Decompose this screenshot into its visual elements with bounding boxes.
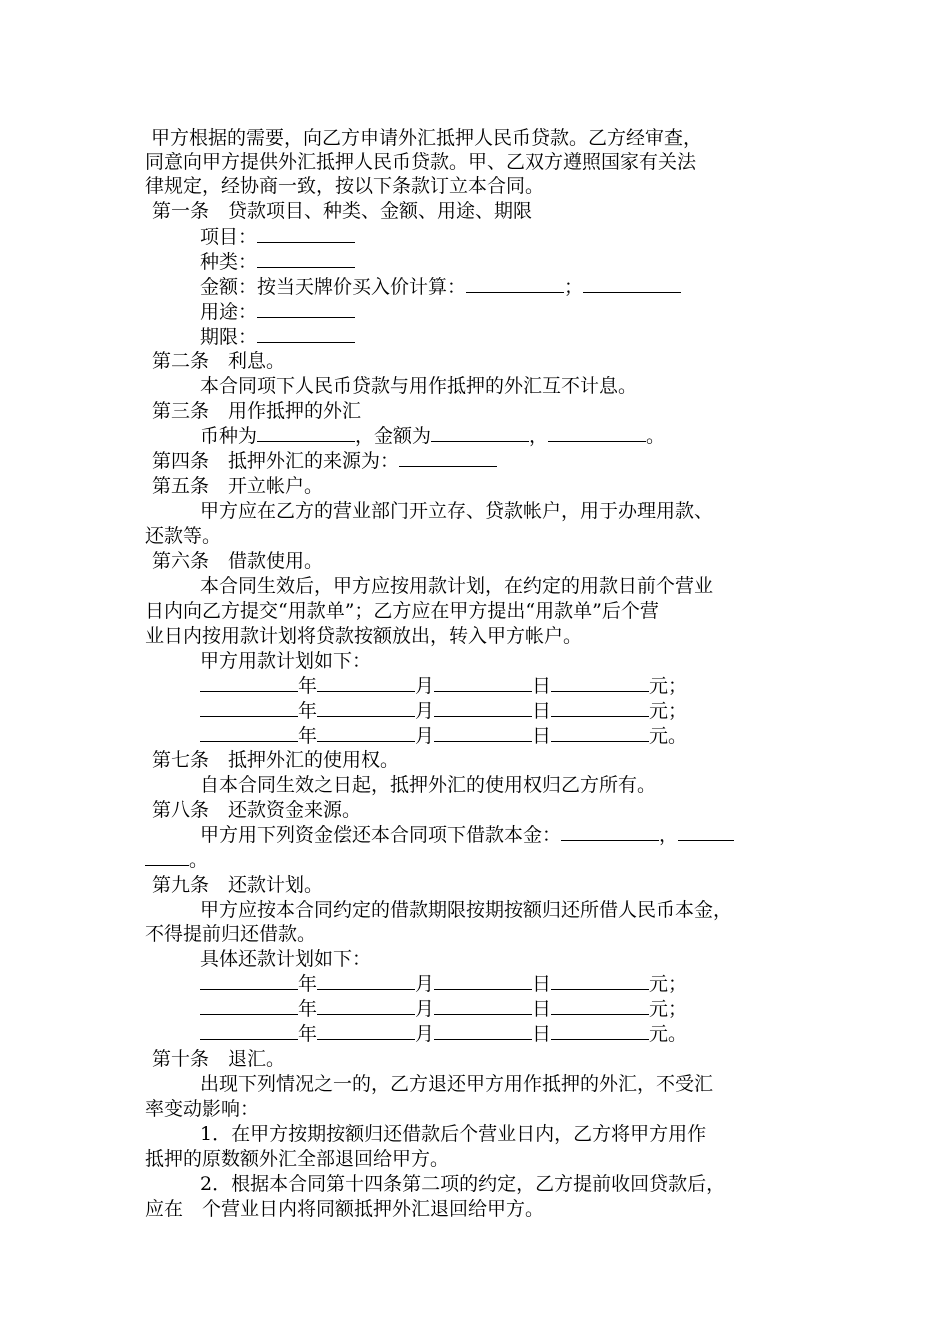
separator: 。: [189, 849, 209, 871]
blank-field[interactable]: [583, 275, 681, 293]
blank-field[interactable]: [257, 225, 355, 243]
article-1-term: [200, 325, 355, 349]
month-label: 月: [415, 973, 435, 995]
blank-field[interactable]: [200, 699, 298, 717]
article-7-body: 自本合同生效之日起，抵押外汇的使用权归乙方所有。: [200, 774, 657, 796]
article-10-item-2-line-2: 应在 个营业日内将同额抵押外汇退回给甲方。: [145, 1198, 545, 1220]
yuan-label: 元。: [649, 725, 688, 747]
label: 甲方用下列资金偿还本合同项下借款本金：: [200, 824, 562, 846]
blank-field[interactable]: [317, 1022, 415, 1040]
separator: ，: [529, 425, 549, 447]
blank-field[interactable]: [551, 972, 649, 990]
label: 用途：: [200, 301, 258, 323]
month-label: 月: [415, 998, 435, 1020]
article-1-project: [200, 225, 355, 249]
article-5-body-2: 还款等。: [145, 525, 222, 547]
year-label: 年: [298, 973, 318, 995]
blank-field[interactable]: [200, 674, 298, 692]
blank-field[interactable]: [200, 724, 298, 742]
article-10-item-1-line-2: 抵押的原数额外汇全部退回给甲方。: [145, 1148, 450, 1170]
blank-field[interactable]: [434, 997, 532, 1015]
preamble-line-1: 甲方根据的需要，向乙方申请外汇抵押人民币贷款。乙方经审查，: [145, 127, 703, 149]
label: ，金额为: [355, 425, 432, 447]
blank-field[interactable]: [145, 848, 189, 866]
blank-field[interactable]: [317, 724, 415, 742]
year-label: 年: [298, 998, 318, 1020]
label: 期限：: [200, 326, 258, 348]
yuan-label: 元；: [649, 998, 688, 1020]
separator: ；: [564, 276, 584, 298]
blank-field[interactable]: [434, 972, 532, 990]
schedule-row: [200, 674, 687, 698]
blank-field[interactable]: [317, 997, 415, 1015]
blank-field[interactable]: [399, 449, 497, 467]
blank-field[interactable]: [551, 674, 649, 692]
article-4-heading: [152, 449, 497, 473]
blank-field[interactable]: [434, 724, 532, 742]
month-label: 月: [415, 700, 435, 722]
blank-field[interactable]: [551, 724, 649, 742]
article-9-heading: 第九条 还款计划。: [152, 874, 324, 896]
blank-field[interactable]: [200, 1022, 298, 1040]
separator: ，: [659, 824, 679, 846]
article-6-body-2: 日内向乙方提交“用款单”；乙方应在甲方提出“用款单”后个营: [145, 600, 659, 622]
year-label: 年: [298, 725, 318, 747]
article-2-body: 本合同项下人民币贷款与用作抵押的外汇互不计息。: [200, 375, 638, 397]
article-5-heading: 第五条 开立帐户。: [152, 475, 324, 497]
article-3-heading: 第三条 用作抵押的外汇: [152, 400, 362, 422]
blank-field[interactable]: [551, 997, 649, 1015]
blank-field[interactable]: [551, 1022, 649, 1040]
schedule-row: [200, 724, 687, 748]
label: 第四条 抵押外汇的来源为：: [152, 450, 400, 472]
yuan-label: 元。: [649, 1023, 688, 1045]
month-label: 月: [415, 1023, 435, 1045]
blank-field[interactable]: [257, 424, 355, 442]
blank-field[interactable]: [317, 699, 415, 717]
article-6-body-1: 本合同生效后，甲方应按用款计划，在约定的用款日前个营业: [200, 575, 714, 597]
day-label: 日: [532, 725, 552, 747]
article-7-heading: 第七条 抵押外汇的使用权。: [152, 749, 400, 771]
day-label: 日: [532, 1023, 552, 1045]
label: 项目：: [200, 226, 258, 248]
article-2-heading: 第二条 利息。: [152, 350, 286, 372]
blank-field[interactable]: [257, 325, 355, 343]
blank-field[interactable]: [434, 674, 532, 692]
article-6-heading: 第六条 借款使用。: [152, 550, 324, 572]
article-1-heading: 第一条 贷款项目、种类、金额、用途、期限: [152, 200, 533, 222]
article-8-body-1: [200, 823, 734, 847]
year-label: 年: [298, 1023, 318, 1045]
schedule-row: [200, 1022, 687, 1046]
blank-field[interactable]: [431, 424, 529, 442]
article-1-type: [200, 250, 355, 274]
article-1-use: [200, 300, 355, 324]
article-8-body-2: [145, 848, 208, 872]
blank-field[interactable]: [466, 275, 564, 293]
article-10-heading: 第十条 退汇。: [152, 1048, 286, 1070]
separator: 。: [646, 425, 666, 447]
article-9-plan-label: 具体还款计划如下：: [200, 948, 372, 970]
year-label: 年: [298, 700, 318, 722]
year-label: 年: [298, 675, 318, 697]
yuan-label: 元；: [649, 973, 688, 995]
yuan-label: 元；: [649, 675, 688, 697]
article-8-heading: 第八条 还款资金来源。: [152, 799, 362, 821]
blank-field[interactable]: [434, 1022, 532, 1040]
blank-field[interactable]: [200, 997, 298, 1015]
yuan-label: 元；: [649, 700, 688, 722]
blank-field[interactable]: [548, 424, 646, 442]
article-10-body-1: 出现下列情况之一的，乙方退还甲方用作抵押的外汇，不受汇: [200, 1073, 714, 1095]
article-3-body: [200, 424, 665, 448]
blank-field[interactable]: [257, 250, 355, 268]
month-label: 月: [415, 675, 435, 697]
schedule-row: [200, 699, 687, 723]
blank-field[interactable]: [317, 972, 415, 990]
article-10-item-1-line-1: 1．在甲方按期按额归还借款后个营业日内，乙方将甲方用作: [200, 1123, 707, 1145]
day-label: 日: [532, 675, 552, 697]
article-9-body-1: 甲方应按本合同约定的借款期限按期按额归还所借人民币本金，: [200, 899, 733, 921]
preamble-line-3: 律规定，经协商一致，按以下条款订立本合同。: [145, 175, 545, 197]
blank-field[interactable]: [561, 823, 659, 841]
day-label: 日: [532, 700, 552, 722]
blank-field[interactable]: [678, 823, 734, 841]
label: 币种为: [200, 425, 258, 447]
schedule-row: [200, 972, 687, 996]
article-1-amount: [200, 275, 681, 299]
day-label: 日: [532, 973, 552, 995]
label: 金额：按当天牌价买入价计算：: [200, 276, 467, 298]
blank-field[interactable]: [551, 699, 649, 717]
article-6-plan-label: 甲方用款计划如下：: [200, 650, 372, 672]
blank-field[interactable]: [317, 674, 415, 692]
article-10-item-2-line-1: 2．根据本合同第十四条第二项的约定，乙方提前收回贷款后，: [200, 1173, 726, 1195]
day-label: 日: [532, 998, 552, 1020]
schedule-row: [200, 997, 687, 1021]
blank-field[interactable]: [200, 972, 298, 990]
article-9-body-2: 不得提前归还借款。: [145, 923, 317, 945]
preamble-line-2: 同意向甲方提供外汇抵押人民币贷款。甲、乙双方遵照国家有关法: [145, 151, 697, 173]
label: 种类：: [200, 251, 258, 273]
blank-field[interactable]: [257, 300, 355, 318]
blank-field[interactable]: [434, 699, 532, 717]
article-5-body-1: 甲方应在乙方的营业部门开立存、贷款帐户，用于办理用款、: [200, 500, 714, 522]
article-6-body-3: 业日内按用款计划将贷款按额放出，转入甲方帐户。: [145, 625, 583, 647]
article-10-body-2: 率变动影响：: [145, 1098, 260, 1120]
month-label: 月: [415, 725, 435, 747]
